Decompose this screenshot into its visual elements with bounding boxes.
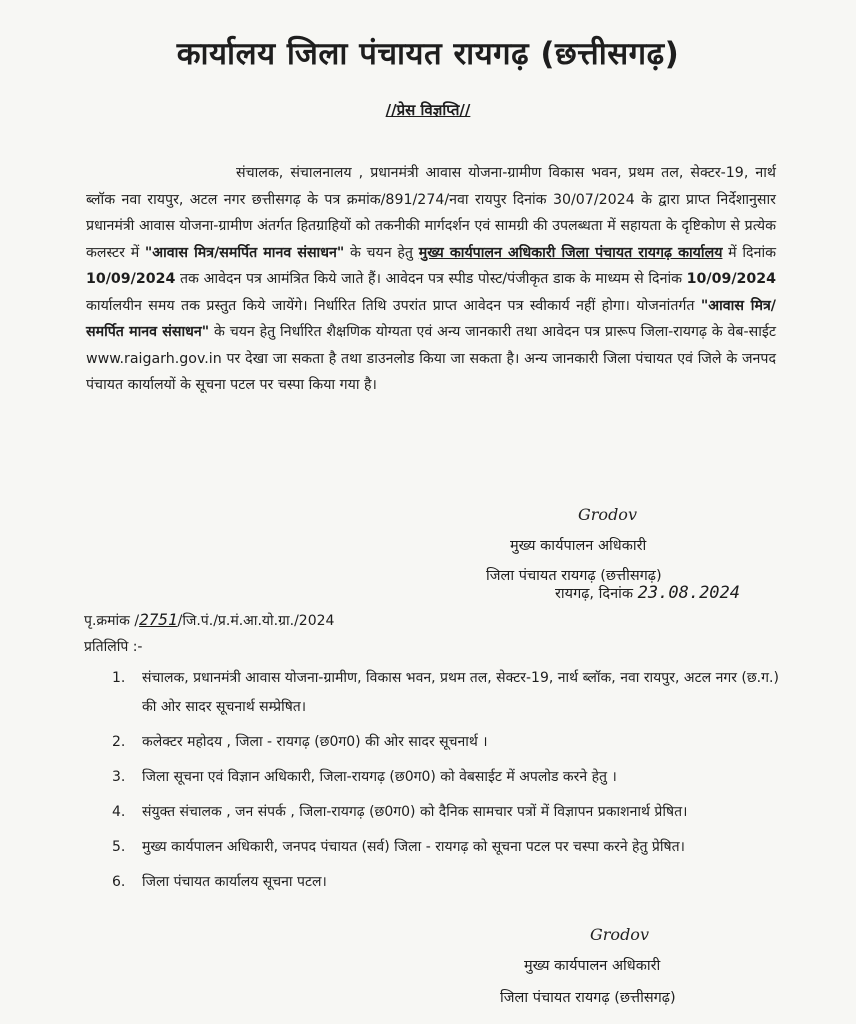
reference-label: पृ.क्रमांक / [84,613,140,629]
signature-block-2 [500,955,676,1007]
issue-date-value: 23.08.2024 [637,583,741,603]
para-text-6: के चयन हेतु निर्धारित शैक्षणिक योग्यता एवं अन्य जानकारी तथा आवेदन पत्र प्रारूप जिला-रायगढ़ के वेब-साईट www.raigarh.gov.in पर देखा जा सकता है तथा डाउनलोड किया जा सकता है। अन्य जानकारी जिला पंचायत एवं जिले के जनपद पंचायत कार्यालयों के सूचना पटल पर चस्पा किया गया है। [86,324,776,393]
office-title: कार्यालय जिला पंचायत रायगढ़ (छत्तीसगढ़) [176,36,680,72]
signature-mark-2: Grodov [590,925,649,944]
reference-value: 2751 [139,610,178,629]
role-name-1: "आवास मित्र/समर्पित मानव संसाधन" [144,244,345,261]
copy-to-label: प्रतिलिपि :- [84,639,143,655]
signatory-designation-2: मुख्य कार्यपालन अधिकारी [524,958,661,974]
list-item: 2. कलेक्टर महोदय , जिला - रायगढ़ (छ0ग0) की ओर सादर सूचनार्थ । [112,734,488,750]
signatory-designation-1: मुख्य कार्यपालन अधिकारी [510,538,647,554]
signatory-office-1: जिला पंचायत रायगढ़ (छत्तीसगढ़) [486,568,662,584]
main-paragraph [86,160,776,399]
signature-block-1 [470,535,662,585]
reference-suffix: /जि.पं./प्र.मं.आ.यो.ग्रा./2024 [177,613,335,629]
reference-number [84,610,334,630]
list-item: 6. जिला पंचायत कार्यालय सूचना पटल। [112,874,327,890]
copy-list [112,652,780,897]
last-date-2: 10/09/2024 [686,271,776,287]
press-release-label: //प्रेस विज्ञप्ति// [385,101,471,119]
para-text-1: संचालक, संचालनालय , प्रधानमंत्री आवास योजना-ग्रामीण विकास भवन, प्रथम तल, सेक्टर-19, नार्थ ब्लॉक नवा रायपुर, अटल नगर छत्तीसगढ़ के पत्र क्रमांक/891/274/नवा रायपुर दिनांक 30/07/2024 के द्वारा प्राप्त निर्देशानुसार प्रधानमंत्री आवास योजना-ग्रामीण अंतर्गत हितग्राहियों को तकनीकी मार्गदर्शन एवं सामग्री की उपलब्धता में सहायता के दृष्टिकोण से प्रत्येक कलस्टर में [86,165,776,261]
issue-date [555,583,740,603]
list-item: 3. जिला सूचना एवं विज्ञान अधिकारी, जिला-रायगढ़ (छ0ग0) को वेबसाईट में अपलोड करने हेतु । [112,769,617,785]
list-item: 5. मुख्य कार्यपालन अधिकारी, जनपद पंचायत (सर्व) जिला - रायगढ़ को सूचना पटल पर चस्पा करने हेतु प्रेषित। [112,839,685,855]
signatory-office-2: जिला पंचायत रायगढ़ (छत्तीसगढ़) [500,990,676,1006]
issue-date-label: रायगढ़, दिनांक [555,586,634,602]
list-item: 4. संयुक्त संचालक , जन संपर्क , जिला-रायगढ़ (छ0ग0) को दैनिक सामचार पत्रों में विज्ञापन प्रकाशनार्थ प्रेषित। [112,804,688,820]
para-text-5: कार्यालयीन समय तक प्रस्तुत किये जायेंगे। निर्धारित तिथि उपरांत प्राप्त आवेदन पत्र स्वीकार्य नहीं होगा। योजनांतर्गत [86,297,695,314]
list-item: 1. संचालक, प्रधानमंत्री आवास योजना-ग्रामीण, विकास भवन, प्रथम तल, सेक्टर-19, नार्थ ब्लॉक, नवा रायपुर, अटल नगर (छ.ग.) की ओर सादर सूचनार्थ सम्प्रेषित। [112,670,779,715]
para-text-3: में दिनांक [728,244,777,261]
office-name: मुख्य कार्यपालन अधिकारी जिला पंचायत रायगढ़ कार्यालय [418,244,723,261]
para-text-4: तक आवेदन पत्र आमंत्रित किये जाते हैं। आवेदन पत्र स्पीड पोस्ट/पंजीकृत डाक के माध्यम से दिनांक [179,271,683,287]
para-text-2: के चयन हेतु [349,244,413,261]
signature-mark-1: Grodov [578,505,637,524]
role-name-2: "आवास मित्र/समर्पित मानव संसाधन" [86,297,776,340]
last-date-1: 10/09/2024 [86,271,176,287]
press-release-heading [0,100,856,120]
